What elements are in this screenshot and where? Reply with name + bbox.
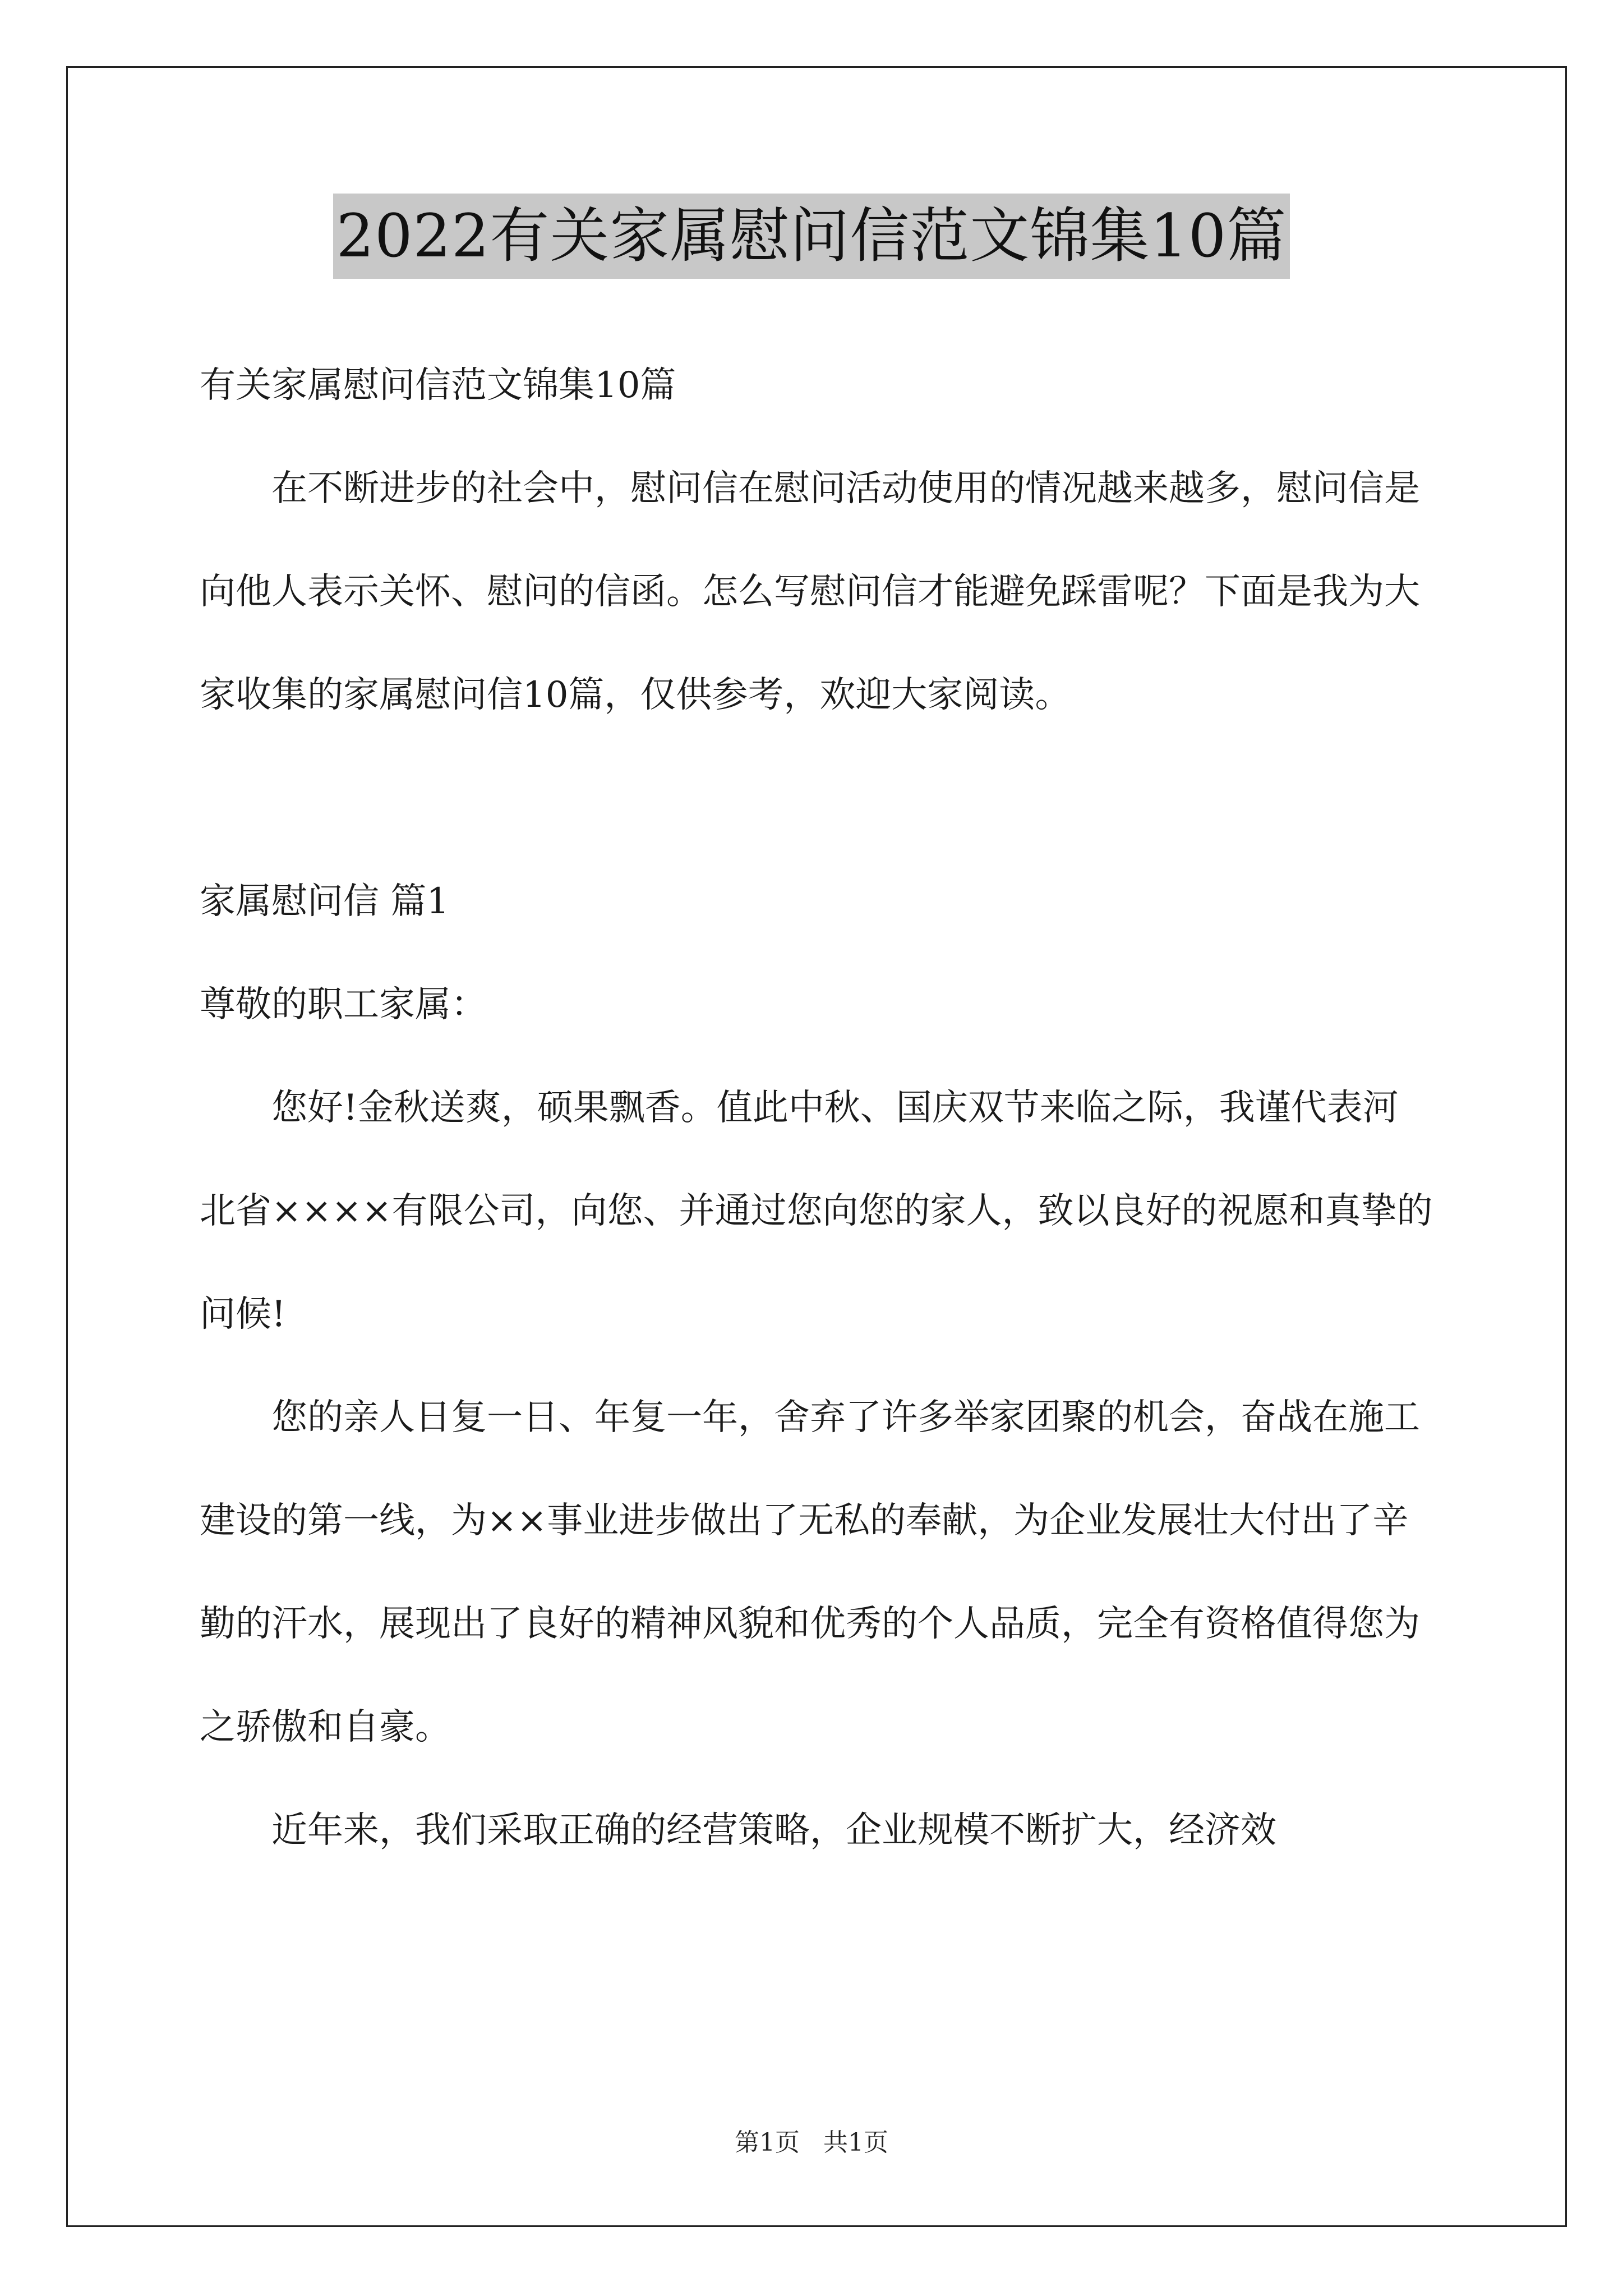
page-footer: 第1页 共1页 xyxy=(735,2128,888,2157)
salutation: 尊敬的职工家属： xyxy=(200,984,487,1025)
body-paragraph-3: 近年来，我们采取正确的经营策略，企业规模不断扩大，经济效 xyxy=(271,1810,1276,1851)
body-paragraph-2: 您的亲人日复一日、年复一年，舍弃了许多举家团聚的机会，奋战在施工建设的第一线，为××事业进步做出了无私的奉献，为企业发展壮大付出了辛勤的汗水，展现出了良好的精神风貌和优秀的个人品质，完全有资格值得您为之骄傲和自豪。 xyxy=(200,1397,1420,1748)
spacer xyxy=(200,747,1433,850)
document-title: 2022有关家属慰问信范文锦集10篇 xyxy=(333,194,1290,279)
body-paragraph-1: 您好!金秋送爽，硕果飘香。值此中秋、国庆双节来临之际，我谨代表河北省××××有限公司，向您、并通过您向您的家人，致以良好的祝愿和真挚的问候! xyxy=(200,1087,1433,1335)
intro-paragraph: 在不断进步的社会中，慰问信在慰问活动使用的情况越来越多，慰问信是向他人表示关怀、慰问的信函。怎么写慰问信才能避免踩雷呢？下面是我为大家收集的家属慰问信10篇，仅供参考，欢迎大家阅读。 xyxy=(200,468,1420,716)
title-wrap xyxy=(0,194,1623,279)
document-body xyxy=(200,334,1433,1882)
section-heading: 家属慰问信 篇1 xyxy=(200,881,450,922)
subtitle: 有关家属慰问信范文锦集10篇 xyxy=(200,365,676,406)
